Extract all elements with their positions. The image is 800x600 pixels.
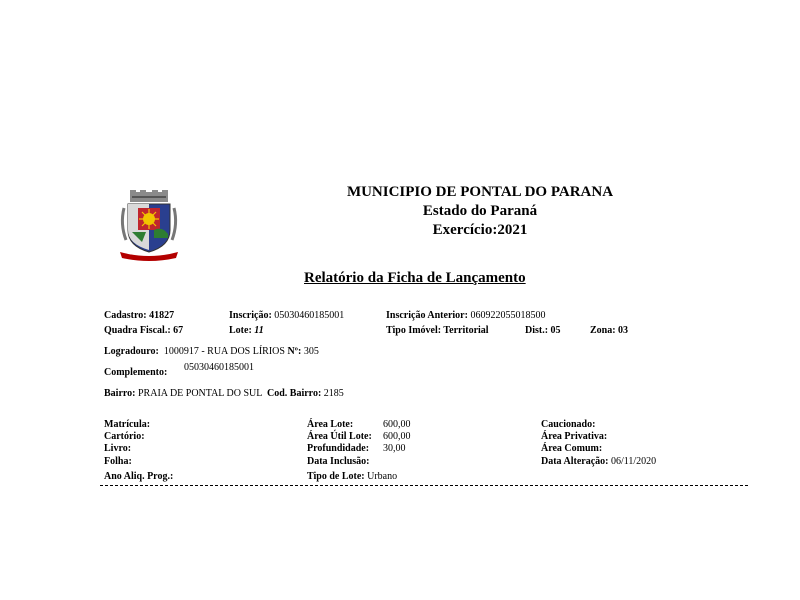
- state-name: Estado do Paraná: [422, 203, 538, 219]
- numero-value: 305: [303, 346, 319, 357]
- lote: [229, 325, 264, 336]
- folha-label: Folha:: [104, 456, 132, 467]
- lote-label: Lote:: [229, 325, 252, 336]
- inscricao-anterior-label: Inscrição Anterior:: [386, 310, 468, 321]
- tipo-lote-value: Urbano: [367, 471, 398, 482]
- tipo-imovel: Tipo Imóvel: Territorial: [386, 325, 489, 336]
- cod-bairro-label: Cod. Bairro:: [267, 388, 322, 399]
- data-alteracao: [541, 456, 656, 467]
- inscricao-anterior: [386, 310, 545, 321]
- area-lote-label: Área Lote:: [307, 419, 354, 430]
- area-lote-value: 600,00: [383, 419, 411, 430]
- data-alteracao-value: 06/11/2020: [610, 456, 657, 467]
- data-inclusao-label: Data Inclusão:: [307, 456, 370, 467]
- bairro: [104, 388, 344, 399]
- caucionado-label: Caucionado:: [541, 419, 596, 430]
- municipality-name: MUNICIPIO DE PONTAL DO PARANA: [346, 184, 614, 200]
- lote-value: 11: [254, 325, 264, 336]
- cartorio-label: Cartório:: [104, 431, 145, 442]
- profundidade-value: 30,00: [383, 443, 406, 454]
- zona: Zona: 03: [590, 325, 629, 336]
- dashed-separator: [100, 485, 748, 486]
- municipal-coat-of-arms: [118, 190, 180, 262]
- numero-label: Nº:: [287, 346, 302, 357]
- dist: Dist.: 05: [525, 325, 561, 336]
- area-comum-label: Área Comum:: [541, 443, 603, 454]
- livro-label: Livro:: [104, 443, 132, 454]
- cod-bairro-value: 2185: [323, 388, 344, 399]
- logradouro-label: Logradouro:: [104, 346, 159, 357]
- fiscal-year: Exercício:2021: [432, 222, 528, 238]
- complemento-value: 05030460185001: [184, 362, 254, 373]
- crown-icon: [130, 190, 168, 202]
- inscricao-value: 05030460185001: [274, 310, 345, 321]
- matricula-label: Matrícula:: [104, 419, 151, 430]
- area-util-lote-value: 600,00: [383, 431, 411, 442]
- report-title: Relatório da Ficha de Lançamento: [304, 270, 526, 286]
- bairro-label: Bairro:: [104, 388, 136, 399]
- ano-aliq-prog-label: Ano Aliq. Prog.:: [104, 471, 174, 482]
- bairro-value: PRAIA DE PONTAL DO SUL: [137, 388, 263, 399]
- area-util-lote-label: Área Útil Lote:: [307, 431, 372, 442]
- profundidade-label: Profundidade:: [307, 443, 370, 454]
- complemento-label: Complemento:: [104, 367, 168, 378]
- tipo-lote: [307, 471, 397, 482]
- quadra-fiscal: Quadra Fiscal.: 67: [104, 325, 184, 336]
- cadastro: Cadastro: 41827: [104, 310, 175, 321]
- logradouro-value: 1000917 - RUA DOS LÍRIOS: [163, 346, 285, 357]
- area-privativa-label: Área Privativa:: [541, 431, 608, 442]
- inscricao-label: Inscrição:: [229, 310, 272, 321]
- tipo-lote-label: Tipo de Lote:: [307, 471, 365, 482]
- inscricao: [229, 310, 344, 321]
- data-alteracao-label: Data Alteração:: [541, 456, 609, 467]
- inscricao-anterior-value: 060922055018500: [470, 310, 546, 321]
- logradouro: [104, 346, 319, 357]
